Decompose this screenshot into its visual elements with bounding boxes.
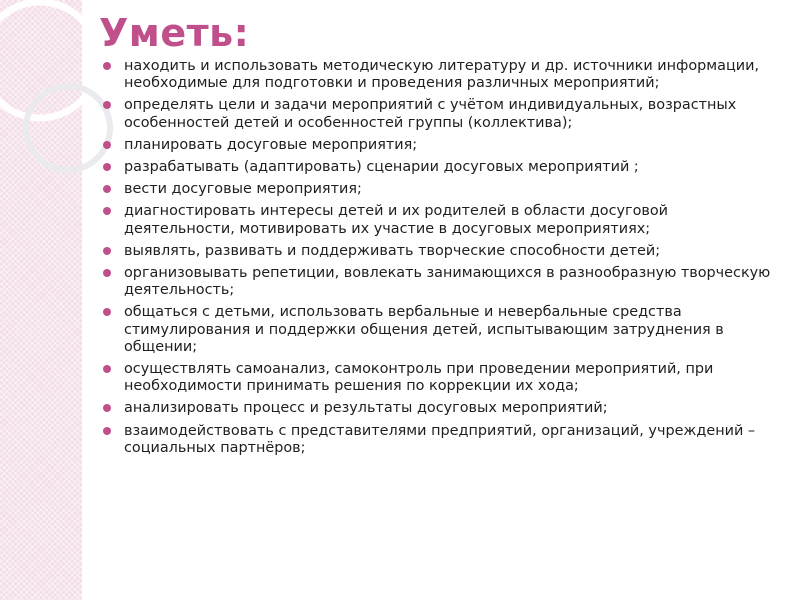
bullet-item (103, 97, 775, 131)
bullet-text: взаимодействовать с представителями предприятий, организаций, учреждений – социальных партнёров; (124, 422, 756, 456)
bullet-text: выявлять, развивать и поддерживать творческие способности детей; (124, 242, 661, 259)
bullet-item (103, 159, 775, 176)
bullet-item (103, 243, 775, 260)
bullet-icon (103, 365, 111, 373)
bullet-text: находить и использовать методическую литературу и др. источники информации, необходимые для подготовки и проведения различных мероприятий; (124, 58, 760, 92)
bullet-icon (103, 62, 111, 70)
bullet-item (103, 203, 775, 237)
bullet-item (103, 400, 775, 417)
bullet-text: определять цели и задачи мероприятий с учётом индивидуальных, возрастных особенностей детей и особенностей группы (коллектива); (124, 97, 737, 131)
bullet-icon (103, 308, 111, 316)
bullet-icon (103, 269, 111, 277)
bullet-icon (103, 247, 111, 255)
decorative-side-panel (0, 0, 82, 600)
bullet-text: вести досуговые мероприятия; (124, 181, 362, 198)
bullet-icon (103, 101, 111, 109)
bullet-item (103, 58, 775, 92)
bullet-item (103, 137, 775, 154)
bullet-text: разрабатывать (адаптировать) сценарии досуговых мероприятий ; (124, 159, 639, 176)
bullet-text: анализировать процесс и результаты досуговых мероприятий; (124, 400, 608, 417)
bullet-list (103, 58, 775, 462)
bullet-text: организовывать репетиции, вовлекать занимающихся в разнообразную творческую деятельность; (124, 265, 771, 299)
bullet-item (103, 361, 775, 395)
bullet-icon (103, 427, 111, 435)
bullet-text: общаться с детьми, использовать вербальные и невербальные средства стимулирования и поддержки общения детей, испытывающим затруднения в общении; (124, 304, 724, 355)
bullet-text: планировать досуговые мероприятия; (124, 136, 418, 153)
bullet-text: диагностировать интересы детей и их родителей в области досуговой деятельности, мотивировать их участие в досуговых мероприятиях; (124, 203, 669, 237)
bullet-icon (103, 163, 111, 171)
slide-title: Уметь: (99, 11, 250, 55)
bullet-icon (103, 141, 111, 149)
bullet-item (103, 181, 775, 198)
bullet-item (103, 304, 775, 356)
bullet-item (103, 423, 775, 457)
bullet-icon (103, 207, 111, 215)
bullet-item (103, 265, 775, 299)
bullet-text: осуществлять самоанализ, самоконтроль при проведении мероприятий, при необходимости принимать решения по коррекции их хода; (124, 361, 714, 395)
bullet-icon (103, 185, 111, 193)
bullet-icon (103, 404, 111, 412)
